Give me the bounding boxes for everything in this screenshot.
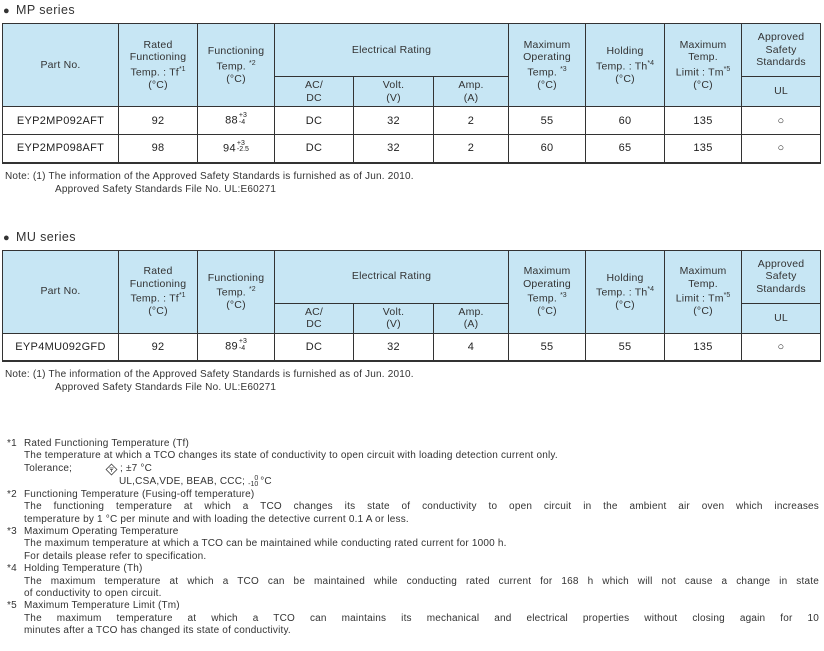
header-rated-functioning-temp: Rated Functioning Temp. : Tf$^{*1}$ (°C) — [119, 24, 198, 107]
cell-functioning-temp: 88 +3 -4 — [198, 107, 275, 135]
header-approved-safety-standards: Approved Safety Standards — [742, 250, 821, 303]
footnote-title: Maximum Operating Temperature — [24, 526, 179, 538]
cell-part-no: EYP4MU092GFD — [3, 333, 119, 361]
cell-acdc: DC — [275, 333, 354, 361]
cell-ul-approval — [742, 135, 821, 163]
approval-circle-mark: ○ — [777, 142, 785, 155]
table-row — [3, 107, 821, 135]
note-line-1: Note: (1) The information of the Approved Safety Standards is furnished as of Jun. 2010. — [5, 369, 414, 380]
cell-ul-approval — [742, 333, 821, 361]
footnote-ref-1: *1 — [178, 65, 186, 73]
cell-rated-temp: 92 — [119, 333, 198, 361]
footnote-text: The maximum temperature at which a TCO can be maintained while conducting rated current for 1000 h. — [24, 538, 507, 550]
cell-max-temp-limit: 135 — [665, 135, 742, 163]
mu-note — [5, 368, 822, 394]
footnote-title: Holding Temperature (Th) — [24, 563, 143, 575]
footnote-ref-1: *1 — [178, 292, 186, 300]
cell-amp: 2 — [434, 135, 509, 163]
header-amp: Amp. (A) — [434, 77, 509, 107]
header-rated-functioning-temp: Rated Functioning Temp. : Tf$^{*1}$ (°C) — [119, 250, 198, 333]
header-volt: Volt. (V) — [354, 303, 434, 333]
pse-tolerance-value: ; ±7 °C — [120, 463, 153, 475]
footnote-ref-2: *2 — [249, 59, 256, 67]
footnote-ref-5: *5 — [723, 292, 731, 300]
footnote-text: minutes after a TCO has changed its state of conductivity. — [24, 625, 291, 637]
footnote-text: temperature by 1 °C per minute and with loading the detective current 0.1 A or less. — [24, 513, 409, 525]
footnote-marker: *4 — [7, 563, 17, 575]
footnotes-section — [7, 438, 819, 638]
cell-acdc: DC — [275, 135, 354, 163]
cell-max-temp-limit: 135 — [665, 107, 742, 135]
header-electrical-rating: Electrical Rating — [275, 250, 509, 303]
header-functioning-temp: Functioning Temp. $^{*2}$ (°C) — [198, 250, 275, 333]
table-row — [3, 135, 821, 163]
tolerance-label: Tolerance; — [24, 463, 73, 475]
footnote-text: The functioning temperature at which a TCO changes its state of conductivity to open circuit in the ambient air oven which increases — [24, 501, 819, 513]
mu-series-title: MU series — [16, 229, 76, 244]
cell-max-operating: 55 — [509, 333, 586, 361]
cell-functioning-temp: 94 +3 -2.5 — [198, 135, 275, 163]
footnote-marker: *1 — [7, 438, 17, 449]
header-max-operating-temp: Maximum Operating Temp. $^{*3}$ (°C) — [509, 250, 586, 333]
footnote-text: The maximum temperature at which a TCO can maintains its mechanical and electrical properties without closing again for 10 — [24, 612, 819, 624]
header-max-temp-limit: Maximum Temp. Limit : Tm$^{*5}$ (°C) — [665, 24, 742, 107]
approval-circle-mark: ○ — [777, 340, 785, 353]
footnote-title: Rated Functioning Temperature (Tf) — [24, 438, 190, 449]
cell-part-no: EYP2MP092AFT — [3, 107, 119, 135]
footnote-title: Maximum Temperature Limit (Tm) — [24, 600, 180, 612]
header-part-no: Part No. — [3, 24, 119, 107]
header-amp: Amp. (A) — [434, 303, 509, 333]
pse-diamond-icon — [105, 463, 118, 476]
header-acdc: AC/ DC — [275, 303, 354, 333]
cell-holding: 55 — [586, 333, 665, 361]
cell-max-temp-limit: 135 — [665, 333, 742, 361]
header-max-operating-temp: Maximum Operating Temp. $^{*3}$ (°C) — [509, 24, 586, 107]
mp-series-table — [2, 23, 821, 164]
cell-volt: 32 — [354, 333, 434, 361]
bullet-icon: ● — [3, 5, 11, 17]
header-ul: UL — [742, 303, 821, 333]
tolerance-line — [24, 463, 819, 476]
footnote-text: The temperature at which a TCO changes its state of conductivity to open circuit with loading detection current only. — [24, 450, 558, 462]
cell-max-operating: 55 — [509, 107, 586, 135]
footnote-title: Functioning Temperature (Fusing-off temperature) — [24, 488, 255, 500]
ul-tolerance-line — [119, 476, 819, 489]
mu-series-table — [2, 250, 821, 363]
mu-series-heading — [3, 230, 822, 244]
cell-max-operating: 60 — [509, 135, 586, 163]
note-line-2: Approved Safety Standards File No. UL:E60271 — [55, 183, 277, 195]
header-holding-temp: Holding Temp. : Th$^{*4}$ (°C) — [586, 24, 665, 107]
cell-acdc: DC — [275, 107, 354, 135]
footnote-ref-2: *2 — [249, 286, 256, 293]
header-electrical-rating: Electrical Rating — [275, 24, 509, 77]
header-acdc: AC/ DC — [275, 77, 354, 107]
footnote-4 — [7, 563, 819, 600]
approval-circle-mark: ○ — [777, 114, 785, 127]
cell-rated-temp: 98 — [119, 135, 198, 163]
bullet-icon: ● — [3, 231, 11, 244]
footnote-text: of conductivity to open circuit. — [24, 588, 162, 600]
header-functioning-temp: Functioning Temp. $^{*2}$ (°C) — [198, 24, 275, 107]
header-part-no: Part No. — [3, 250, 119, 333]
mp-note — [5, 170, 822, 196]
footnote-marker: *3 — [7, 526, 17, 538]
footnote-ref-5: *5 — [723, 65, 731, 73]
note-line-1: Note: (1) The information of the Approved Safety Standards is furnished as of Jun. 2010. — [5, 170, 414, 182]
ul-tolerance-unit: °C — [260, 476, 272, 488]
cell-part-no: EYP2MP098AFT — [3, 135, 119, 163]
mp-series-title: MP series — [16, 3, 75, 17]
footnote-marker: *5 — [7, 600, 17, 612]
note-line-2: Approved Safety Standards File No. UL:E60271 — [55, 382, 277, 393]
cell-holding: 60 — [586, 107, 665, 135]
cell-amp: 4 — [434, 333, 509, 361]
cell-amp: 2 — [434, 107, 509, 135]
header-approved-safety-standards: Approved Safety Standards — [742, 24, 821, 77]
table-row — [3, 333, 821, 361]
cell-holding: 65 — [586, 135, 665, 163]
footnote-marker: *2 — [7, 488, 17, 500]
ul-tolerance-stack: 0 -10 — [248, 474, 259, 489]
footnote-text: The maximum temperature at which a TCO can be maintained while conducting rated current for 168 h which will not cause a change in state — [24, 575, 819, 587]
footnote-text: For details please refer to specification. — [24, 550, 207, 562]
header-holding-temp: Holding Temp. : Th$^{*4}$ (°C) — [586, 250, 665, 333]
footnote-ref-3: *3 — [560, 65, 567, 73]
mp-series-heading — [3, 3, 822, 17]
cell-functioning-temp: 89 +3 -4 — [198, 333, 275, 361]
header-volt: Volt. (V) — [354, 77, 434, 107]
cell-ul-approval — [742, 107, 821, 135]
footnote-2 — [7, 489, 819, 526]
footnote-5 — [7, 600, 819, 637]
footnote-ref-3: *3 — [560, 292, 567, 300]
header-max-temp-limit: Maximum Temp. Limit : Tm$^{*5}$ (°C) — [665, 250, 742, 333]
cell-rated-temp: 92 — [119, 107, 198, 135]
footnote-1 — [7, 438, 819, 489]
cell-volt: 32 — [354, 107, 434, 135]
footnote-ref-4: *4 — [647, 59, 655, 67]
header-ul: UL — [742, 77, 821, 107]
footnote-ref-4: *4 — [647, 286, 655, 293]
cell-volt: 32 — [354, 135, 434, 163]
ul-tolerance-label: UL,CSA,VDE, BEAB, CCC; — [119, 476, 246, 488]
footnote-3 — [7, 526, 819, 563]
